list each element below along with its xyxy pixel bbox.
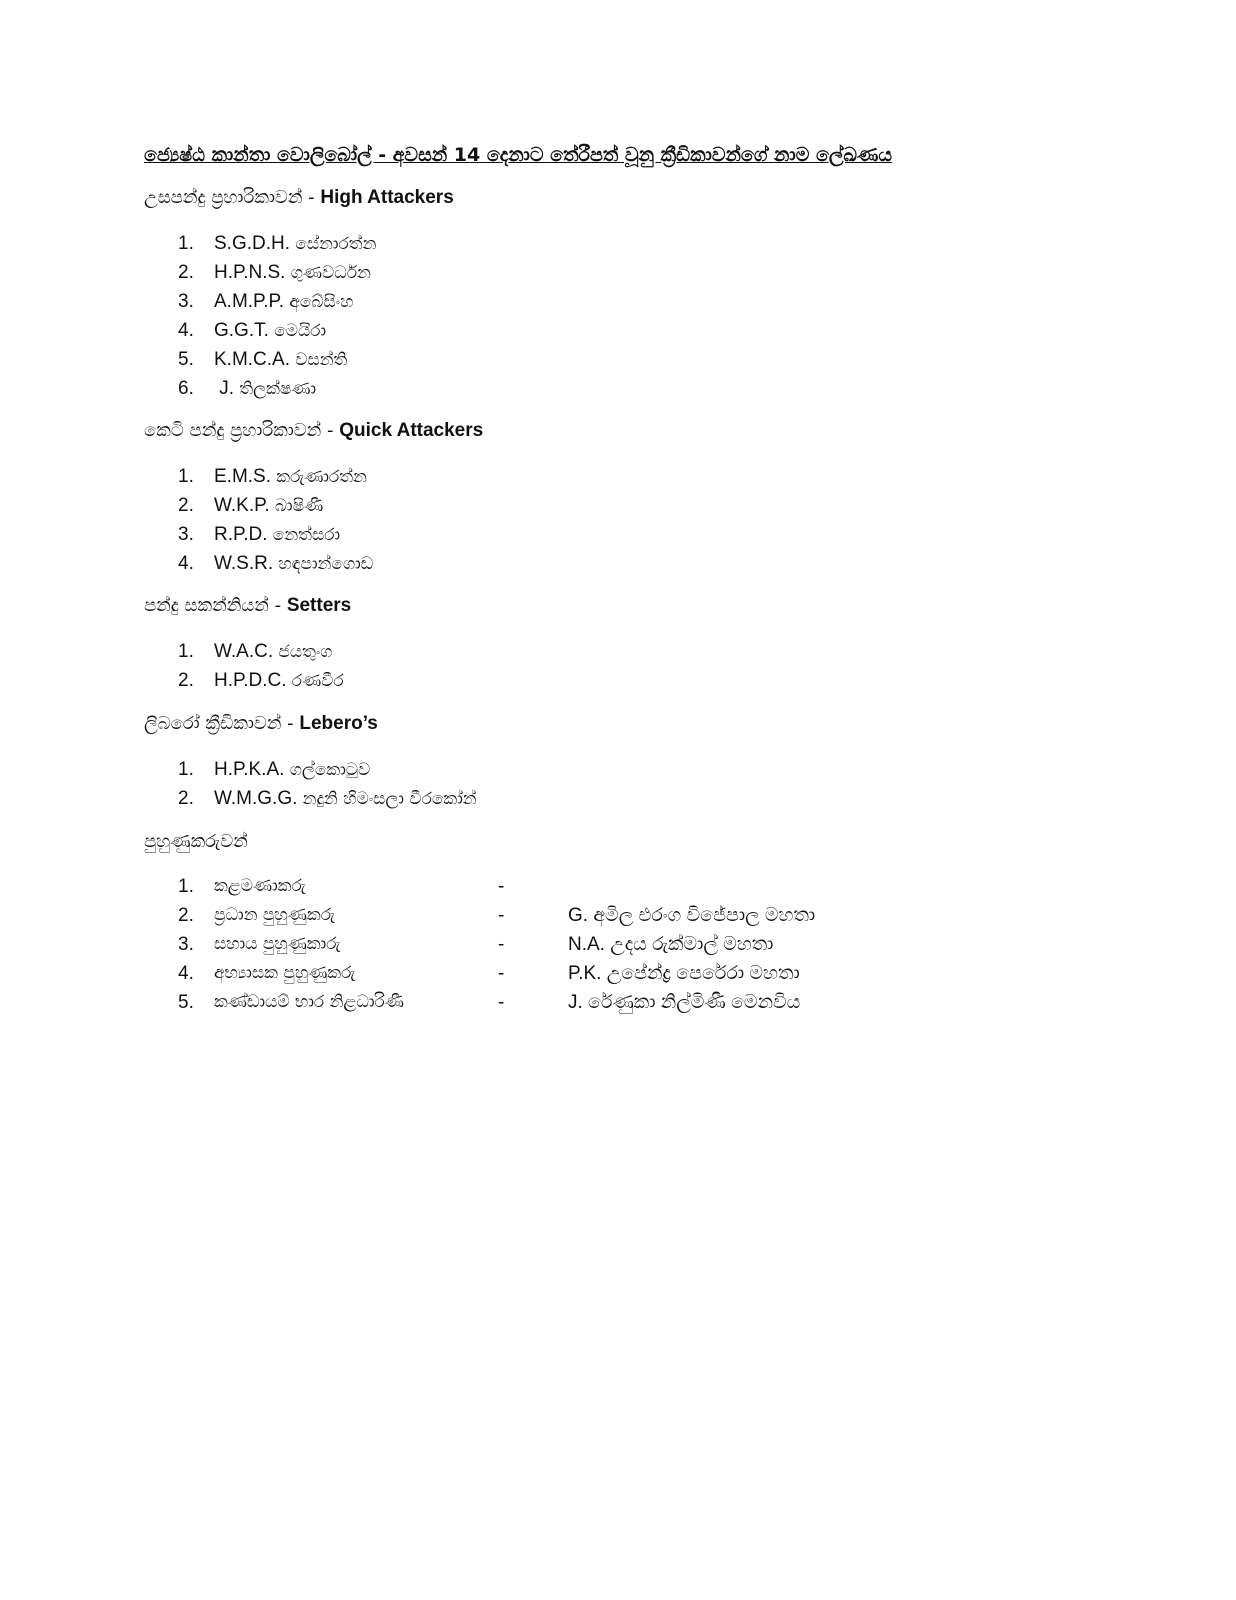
item-number: 1. — [178, 641, 194, 662]
section-heading-liberos — [144, 713, 378, 735]
list-item — [178, 520, 373, 549]
player-surname: තිලක්ෂණා — [239, 378, 317, 399]
player-initials: K.M.C.A. — [214, 348, 291, 370]
player-name — [214, 345, 347, 375]
player-name — [214, 316, 326, 346]
staff-person: J. රේණුකා නිල්මිණී මෙනවිය — [568, 992, 801, 1013]
item-number: 2. — [178, 905, 194, 926]
player-initials: W.K.P. — [214, 494, 270, 516]
staff-role: සහාය පුහුණුකාරු — [214, 934, 341, 954]
item-number: 2. — [178, 495, 194, 516]
item-number: 4. — [178, 320, 194, 341]
section-heading-quick-attackers — [144, 420, 483, 442]
player-initials: J. — [214, 377, 235, 399]
list-item — [178, 549, 373, 578]
section-heading-en: Lebero’s — [299, 713, 378, 734]
player-name — [214, 491, 323, 521]
player-name — [214, 637, 332, 667]
list-item — [178, 637, 344, 666]
high-attackers-list — [178, 229, 376, 403]
section-heading-en: Quick Attackers — [339, 420, 484, 441]
player-initials: W.S.R. — [214, 552, 274, 574]
staff-row — [178, 959, 815, 988]
player-surname: නෙත්සරා — [272, 524, 341, 545]
section-heading-high-attackers — [144, 187, 454, 209]
list-item — [178, 345, 376, 374]
item-number: 1. — [178, 876, 194, 897]
player-name — [214, 374, 316, 404]
player-surname: මෙයිරා — [274, 320, 327, 341]
player-initials: W.A.C. — [214, 640, 274, 662]
section-heading-si: කෙටි පන්දු ප්‍රහාරිකාවන් - — [144, 420, 340, 441]
player-initials: S.G.D.H. — [214, 232, 291, 254]
player-name — [214, 784, 477, 814]
player-surname: කරුණාරත්න — [276, 466, 367, 487]
player-name — [214, 229, 376, 259]
item-number: 6. — [178, 378, 194, 399]
staff-row — [178, 988, 815, 1017]
quick-attackers-list — [178, 462, 373, 578]
staff-role: කණ්ඩායම් භාර නිළධාරිණී — [214, 992, 404, 1012]
player-surname: නදුනි හිමංසලා වීරකෝන් — [302, 788, 477, 809]
separator-dash: - — [498, 905, 505, 926]
staff-row — [178, 872, 815, 901]
staff-role: කළමණාකරු — [214, 876, 306, 896]
section-heading-en: High Attackers — [320, 187, 454, 208]
player-initials: H.P.D.C. — [214, 669, 287, 691]
list-item — [178, 755, 477, 784]
list-item — [178, 374, 376, 403]
item-number: 4. — [178, 553, 194, 574]
player-name — [214, 549, 373, 579]
player-name — [214, 462, 367, 492]
item-number: 5. — [178, 992, 194, 1013]
setters-list — [178, 637, 344, 695]
player-name — [214, 755, 370, 785]
item-number: 2. — [178, 788, 194, 809]
document-title: ජ්‍යෙෂ්ඨ කාන්තා වොලිබෝල් - අවසන් 14 දෙනාට තේරීපත් වූනු ක්‍රීඩිකාවන්ගේ නාම ලේඛණය — [144, 144, 893, 166]
separator-dash: - — [498, 992, 505, 1013]
list-item — [178, 316, 376, 345]
player-surname: අබේසිංහ — [289, 291, 354, 312]
player-initials: A.M.P.P. — [214, 290, 285, 312]
section-heading-si: පුහුණුකරුවන් — [144, 831, 248, 852]
list-item — [178, 666, 344, 695]
player-surname: ජයතුංග — [278, 641, 333, 662]
list-item — [178, 229, 376, 258]
staff-row — [178, 930, 815, 959]
staff-role: ප්‍රධාන පුහුණුකරු — [214, 905, 335, 925]
item-number: 5. — [178, 349, 194, 370]
player-surname: සේනාරත්න — [295, 233, 377, 254]
section-heading-coaches — [144, 831, 248, 853]
coaching-staff-list — [178, 872, 815, 1017]
item-number: 3. — [178, 524, 194, 545]
player-name — [214, 287, 353, 317]
section-heading-si: පන්දු සකන්නියන් - — [144, 595, 287, 616]
staff-person: P.K. උපේන්ද්‍ර පෙරේරා මහතා — [568, 963, 800, 984]
player-surname: ගල්කොටුව — [289, 759, 371, 780]
player-name — [214, 666, 344, 696]
player-surname: වසන්ති — [295, 349, 348, 370]
item-number: 1. — [178, 759, 194, 780]
item-number: 3. — [178, 934, 194, 955]
staff-role: අභ්‍යාසක පුහුණුකරු — [214, 963, 356, 983]
item-number: 4. — [178, 963, 194, 984]
player-surname: බාෂිණී — [274, 495, 324, 516]
list-item — [178, 258, 376, 287]
item-number: 2. — [178, 262, 194, 283]
list-item — [178, 784, 477, 813]
player-surname: හඳපාන්ගොඩ — [278, 553, 374, 574]
player-initials: H.P.N.S. — [214, 261, 286, 283]
staff-person: N.A. උදය රුක්මාල් මහතා — [568, 934, 774, 955]
section-heading-en: Setters — [286, 595, 352, 616]
player-name — [214, 520, 340, 550]
list-item — [178, 462, 373, 491]
staff-row — [178, 901, 815, 930]
section-heading-si: උසපන්දු ප්‍රහාරිකාවන් - — [144, 187, 321, 208]
item-number: 1. — [178, 466, 194, 487]
separator-dash: - — [498, 963, 505, 984]
player-name — [214, 258, 371, 288]
item-number: 2. — [178, 670, 194, 691]
list-item — [178, 491, 373, 520]
player-initials: G.G.T. — [214, 319, 269, 341]
section-heading-si: ලිබරෝ ක්‍රීඩිකාවන් - — [144, 713, 300, 734]
section-heading-setters — [144, 595, 351, 617]
player-initials: W.M.G.G. — [214, 787, 298, 809]
player-surname: ගුණවර්ධන — [290, 262, 371, 283]
staff-person: G. අමිල එරංග විජේපාල මහතා — [568, 905, 816, 926]
separator-dash: - — [498, 876, 505, 897]
list-item — [178, 287, 376, 316]
player-initials: H.P.K.A. — [214, 758, 285, 780]
player-initials: R.P.D. — [214, 523, 268, 545]
separator-dash: - — [498, 934, 505, 955]
item-number: 3. — [178, 291, 194, 312]
player-surname: රණවීර — [291, 670, 344, 691]
item-number: 1. — [178, 233, 194, 254]
liberos-list — [178, 755, 477, 813]
player-initials: E.M.S. — [214, 465, 272, 487]
